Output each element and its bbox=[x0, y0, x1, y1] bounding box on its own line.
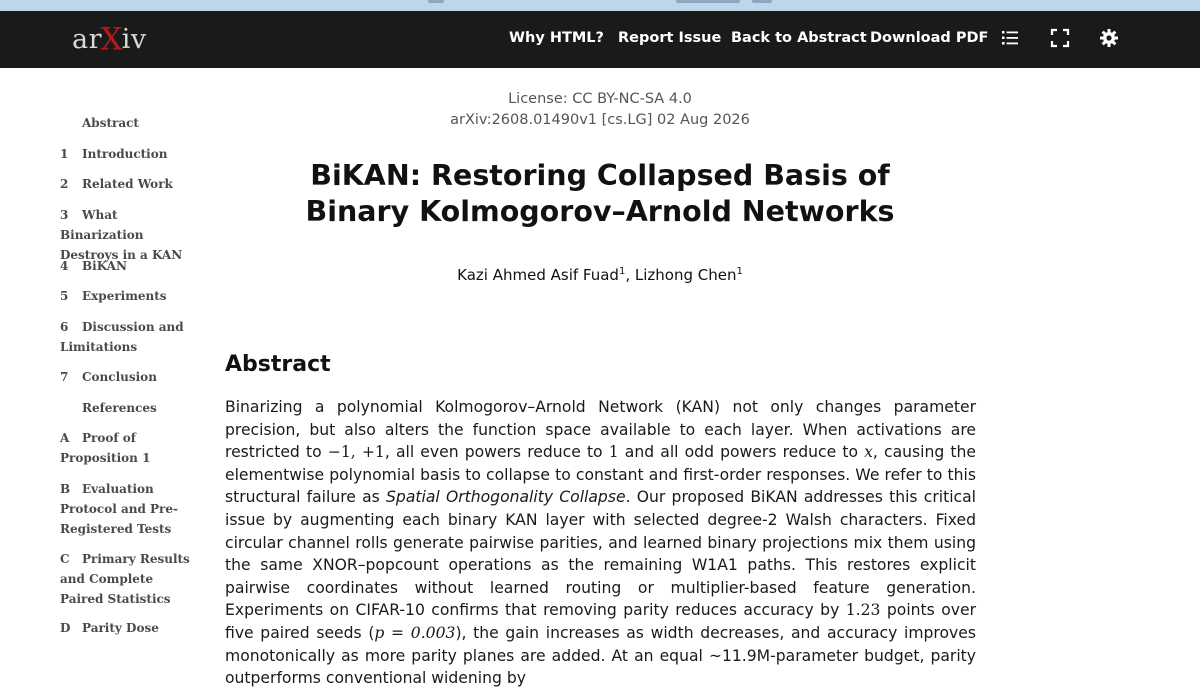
toc-item-label: BiKAN bbox=[82, 259, 127, 273]
author-affiliation: 1 bbox=[618, 266, 626, 277]
toc-item-label: Primary Results and Complete Paired Statistics bbox=[60, 552, 190, 606]
paper-title: BiKAN: Restoring Collapsed Basis of Binary Kolmogorov–Arnold Networks bbox=[305, 159, 895, 228]
toc-item-label: Discussion and Limitations bbox=[60, 320, 184, 354]
toc-item-label: Proof of Proposition 1 bbox=[60, 431, 151, 465]
report-issue-link[interactable]: Report Issue bbox=[618, 30, 722, 46]
toc-item-label: Evaluation Protocol and Pre-Registered Tests bbox=[60, 482, 178, 536]
math-inline: −1, +1 bbox=[327, 443, 385, 462]
settings-gear-icon[interactable] bbox=[1098, 27, 1120, 49]
toc-item-references[interactable] bbox=[60, 398, 200, 418]
math-inline: p = 0.003 bbox=[374, 623, 456, 642]
top-navbar bbox=[0, 11, 1200, 68]
abstract-text: Binarizing a polynomial Kolmogorov–Arnold Network (KAN) not only changes parameter precision, but also alters the function space available to each layer. When activations are restricted to −1, +1, all even powers reduce to 1 and all odd powers reduce to x, causing the elementwise polynomial basis to collapse to constant and first-order responses. We refer to this structural failure as Spatial Orthogonality Collapse. Our proposed BiKAN addresses this critical issue by augmenting each binary KAN layer with selected degree-2 Walsh characters. Fixed circular channel rolls generate pairwise parities, and learned binary projections mix them using the same XNOR–popcount operations as the remaining W1A1 paths. This restores explicit pairwise coordinates without learned routing or multiplier-based feature generation. Experiments on CIFAR-10 confirms that removing parity reduces accuracy by 1.23 points over five paired seeds (p = 0.003), the gain increases as width decreases, and accuracy improves monotonically as more parity planes are added. At an equal ~11.9M-parameter budget, parity outperforms conventional widening by bbox=[225, 398, 976, 688]
toc-item-introduction[interactable]: 1 Introduction bbox=[60, 147, 168, 161]
toc-list-icon[interactable] bbox=[999, 27, 1021, 49]
toc-item-related-work[interactable]: 2 Related Work bbox=[60, 177, 173, 191]
emphasized-term: Spatial Orthogonality Collapse bbox=[386, 488, 626, 507]
toc-item-bikan[interactable]: 4 BiKAN bbox=[60, 259, 127, 273]
toc-item-label: Introduction bbox=[82, 147, 168, 161]
back-to-abstract-link[interactable]: Back to Abstract bbox=[731, 30, 867, 46]
toc-item-appendix-a[interactable]: A Proof of Proposition 1 bbox=[60, 431, 151, 465]
abstract-heading: Abstract bbox=[225, 352, 331, 377]
author-affiliation: 1 bbox=[736, 266, 743, 277]
banner-close-icon[interactable] bbox=[752, 0, 772, 3]
toc-item-conclusion[interactable]: 7 Conclusion bbox=[60, 370, 157, 384]
banner-link[interactable] bbox=[676, 0, 740, 3]
toc-item-discussion[interactable]: 6 Discussion and Limitations bbox=[60, 320, 184, 354]
why-html-link[interactable]: Why HTML? bbox=[509, 30, 604, 46]
license-line: License: CC BY-NC-SA 4.0 bbox=[508, 91, 692, 107]
toc-item-label: Abstract bbox=[82, 116, 139, 130]
download-pdf-link[interactable]: Download PDF bbox=[870, 30, 989, 46]
arxiv-logo[interactable]: arXiv bbox=[72, 21, 147, 58]
toc-item-label: What Binarization Destroys in a KAN bbox=[60, 208, 183, 262]
toc-item-appendix-b[interactable]: B Evaluation Protocol and Pre-Registered Tests bbox=[60, 482, 178, 536]
toc-item-label: References bbox=[82, 401, 157, 415]
toc-item-label: Experiments bbox=[82, 289, 167, 303]
arxiv-id-line: arXiv:2608.01490v1 [cs.LG] 02 Aug 2026 bbox=[450, 112, 750, 128]
toc-item-experiments[interactable]: 5 Experiments bbox=[60, 289, 167, 303]
math-inline: 1 bbox=[608, 443, 619, 462]
fullscreen-icon[interactable] bbox=[1049, 27, 1071, 49]
toc-item-label: Parity Dose bbox=[82, 621, 159, 635]
banner-emoji-icon bbox=[428, 0, 444, 3]
author-name: Lizhong Chen bbox=[634, 266, 737, 284]
author-list: Kazi Ahmed Asif Fuad$^1$, Lizhong Chen$^1$ bbox=[457, 266, 743, 284]
announcement-banner bbox=[0, 0, 1200, 11]
author-name: Kazi Ahmed Asif Fuad bbox=[457, 266, 619, 284]
toc-item-label: Conclusion bbox=[82, 370, 157, 384]
toc-item-appendix-d[interactable]: D Parity Dose bbox=[60, 621, 159, 635]
toc-item-label: Related Work bbox=[82, 177, 173, 191]
math-inline: 1.23 bbox=[845, 601, 881, 620]
toc-item-what-binarization-destroys[interactable]: 3 What Binarization Destroys in a KAN bbox=[60, 208, 183, 262]
toc-item-appendix-c[interactable]: C Primary Results and Complete Paired Statistics bbox=[60, 552, 190, 606]
math-inline: x bbox=[864, 443, 873, 462]
